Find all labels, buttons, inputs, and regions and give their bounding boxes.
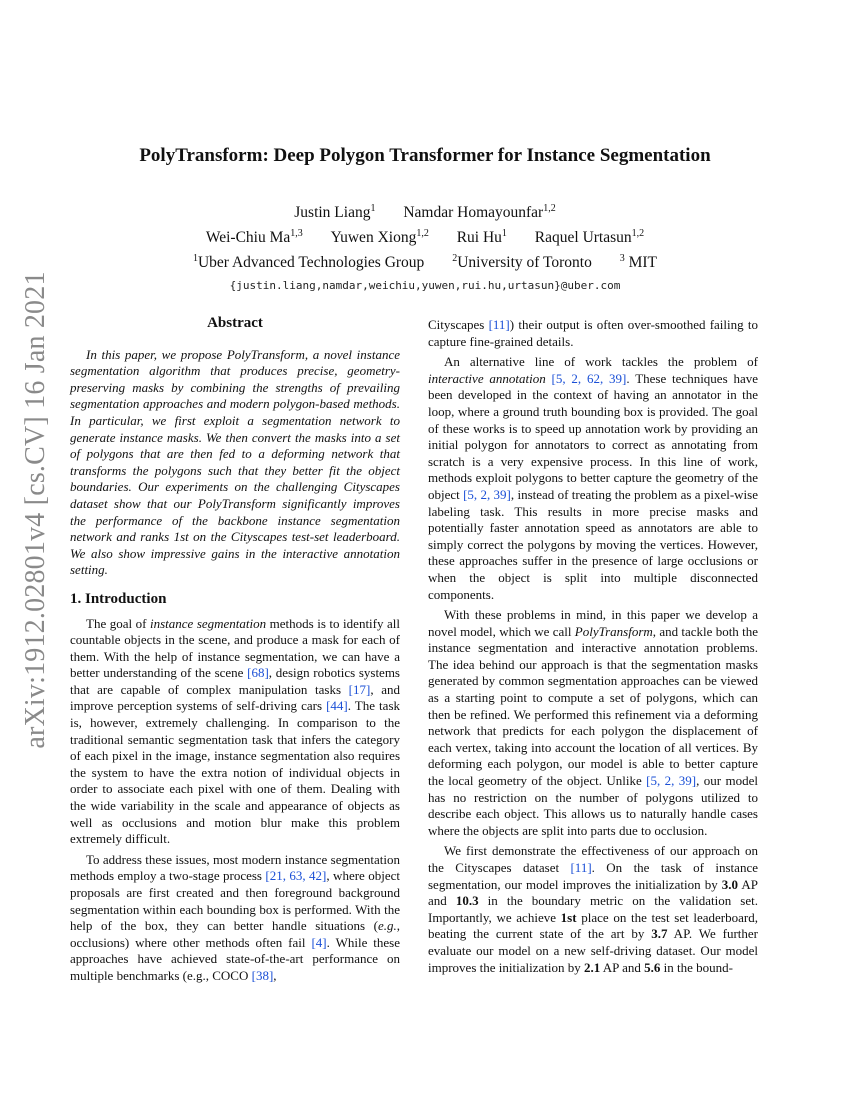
abstract-text: In this paper, we propose PolyTransform, a novel instance segmentation algorithm that produces precise, geometry-preserving masks by combining the strengths of prevailing segmentation approaches and modern polygon-based methods. In particular, we first exploit a segmentation network to generate instance masks. We then convert the masks into a set of polygons that are then fed to a deforming network that transforms the polygons such that they better fit the object boundaries. Our experiments on the challenging Cityscapes dataset show that our PolyTransform significantly improves the performance of the backbone instance segmentation network and ranks 1st on the Cityscapes test-set leaderboard. We also show impressive gains in the interactive annotation setting. bbox=[70, 346, 400, 578]
text-run: in the bound- bbox=[660, 959, 733, 975]
emphasis-text: PolyTransform bbox=[574, 623, 653, 639]
intro-paragraph bbox=[70, 852, 400, 985]
text-run: . On the task of instance segmentation, our model improves the initialization by bbox=[428, 860, 758, 892]
text-run: AP. We further evaluate our model on a new self-driving dataset. Our model improves the initialization by bbox=[428, 926, 759, 975]
author-line-1 bbox=[0, 198, 850, 223]
text-run: , occlusions) where other methods often fail bbox=[70, 918, 400, 950]
abstract-heading: Abstract bbox=[207, 315, 263, 331]
author: Wei-Chiu Ma$^{1,3}$ bbox=[205, 228, 303, 247]
text-run: , and improve perception systems of self-driving cars bbox=[70, 681, 400, 714]
text-run: in the boundary metric on the validation set. Importantly, we achieve bbox=[428, 893, 758, 925]
text-run: . These techniques have been developed in the context of having an annotator in the loop, where a ground truth bounding box is provided. The goal of these works is to speed up annotation work by providing an initial polygon for annotators to correct as annotating from scratch is a very expensive process. In this line of work, methods exploit polygons to better capture the geometry of the object bbox=[428, 370, 758, 502]
text-run: ) their output is often over-smoothed failing to capture fine-grained details. bbox=[428, 317, 758, 349]
emphasis-text: interactive annotation bbox=[428, 370, 546, 386]
text-run: We first demonstrate the effectiveness of our approach on the Cityscapes dataset bbox=[428, 843, 758, 875]
citation-link[interactable]: [17] bbox=[348, 681, 371, 697]
intro-paragraph bbox=[428, 317, 758, 350]
citation-link[interactable]: [21, 63, 42] bbox=[265, 868, 327, 884]
affiliation: $^1$Uber Advanced Technologies Group bbox=[192, 253, 425, 272]
citation-link[interactable]: [4] bbox=[311, 934, 327, 950]
citation-link[interactable]: [11] bbox=[570, 860, 592, 875]
left-column bbox=[70, 315, 400, 989]
intro-paragraph bbox=[428, 607, 758, 839]
text-run: AP and bbox=[428, 876, 758, 909]
author-block bbox=[0, 198, 850, 296]
arxiv-identifier-text: arXiv:1912.02801v4 [cs.CV] 16 Jan 2021 bbox=[20, 271, 51, 749]
affiliation: $^2$University of Toronto bbox=[452, 253, 592, 272]
text-run: , our model has no restriction on the number of polygons utilized to describe each object. This allows us to naturally handle cases where the objects are split into parts due to occlusion. bbox=[428, 773, 758, 838]
bold-value: 3.0 bbox=[721, 876, 739, 892]
citation-link[interactable]: [5, 2, 62, 39] bbox=[551, 370, 627, 386]
text-run: , design robotics systems that are capable of complex manipulation tasks bbox=[70, 665, 400, 697]
text-run: Cityscapes bbox=[428, 317, 489, 332]
intro-heading: 1. Introduction bbox=[70, 590, 167, 607]
emphasis-text: instance segmentation bbox=[149, 615, 267, 631]
citation-link[interactable]: [68] bbox=[247, 665, 269, 681]
text-run: To address these issues, most modern instance segmentation methods employ a two-stage process bbox=[70, 851, 400, 884]
bold-value: 5.6 bbox=[644, 959, 661, 975]
citation-link[interactable]: [5, 2, 39] bbox=[646, 773, 697, 789]
citation-link[interactable]: [5, 2, 39] bbox=[463, 486, 511, 502]
author: Justin Liang$^1$ bbox=[294, 203, 376, 222]
bold-value: 1st bbox=[560, 909, 577, 925]
author: Raquel Urtasun$^{1,2}$ bbox=[534, 228, 645, 247]
citation-link[interactable]: [38] bbox=[251, 967, 274, 983]
author-line-2 bbox=[0, 223, 850, 248]
bold-value: 3.7 bbox=[651, 926, 668, 942]
text-run: , bbox=[273, 967, 277, 983]
right-column bbox=[428, 317, 758, 980]
bold-value: 10.3 bbox=[455, 893, 479, 909]
text-run: The goal of bbox=[86, 615, 150, 631]
text-run: , instead of treating the problem as a pixel-wise labeling task. This results in more precise masks and potentially faster annotation speed as annotators are able to simply correct the polygons by moving the vertices. However, these approaches suffer in the presence of large occlusions or when the object is split into multiple disconnected components. bbox=[428, 486, 758, 602]
text-run: . The task is, however, extremely challenging. In comparison to the traditional semantic segmentation task that infers the category of each pixel in the image, instance segmentation also requires the system to have the extra notion of individual objects in order to associate each pixel with one of them. Dealing with the wide variability in the scale and appearance of objects as well as occlusions and motion blur make this problem extremely difficult. bbox=[70, 698, 400, 847]
text-run: An alternative line of work tackles the problem of bbox=[444, 354, 758, 370]
text-run: , and tackle both the instance segmentation and interactive annotation problems. The idea behind our approach is that the segmentation masks generated by common segmentation approaches can be viewed as a starting point to compute a set of polygons, which can then be refined. We performed this refinement via a deforming network that predicts for each polygon the displacement of each vertex, taking into account the location of all vertices. By deforming each polygon, our model is able to better capture the local geometry of the object. Unlike bbox=[428, 623, 758, 789]
affiliation: $^3$ MIT bbox=[619, 253, 658, 272]
author-emails: {justin.liang,namdar,weichiu,yuwen,rui.hu,urtasun}@uber.com bbox=[229, 279, 621, 293]
intro-paragraph bbox=[428, 843, 758, 976]
paper-title: PolyTransform: Deep Polygon Transformer for Instance Segmentation bbox=[139, 145, 711, 166]
intro-paragraph bbox=[428, 354, 758, 603]
text-run: AP and bbox=[600, 959, 645, 975]
text-run: . While these approaches have achieved state-of-the-art performance on multiple benchmarks (e.g., COCO bbox=[70, 934, 400, 983]
emphasis-text: e.g. bbox=[377, 918, 397, 934]
arxiv-identifier bbox=[6, 230, 66, 790]
text-run: With these problems in mind, in this paper we develop a novel model, which we call bbox=[428, 607, 758, 639]
intro-paragraph bbox=[70, 616, 400, 848]
citation-link[interactable]: [11] bbox=[488, 317, 510, 332]
text-run: , where object proposals are first created and then foreground background segmentation within each bounding box is performed. With the help of the box, they can better handle situations ( bbox=[70, 868, 400, 934]
bold-value: 2.1 bbox=[583, 959, 601, 975]
author: Namdar Homayounfar$^{1,2}$ bbox=[403, 203, 556, 222]
citation-link[interactable]: [44] bbox=[326, 698, 348, 714]
author: Yuwen Xiong$^{1,2}$ bbox=[330, 228, 429, 247]
author: Rui Hu$^1$ bbox=[456, 228, 507, 247]
text-run: place on the test set leaderboard, beating the current state of the art by bbox=[428, 909, 758, 942]
affiliation-line bbox=[0, 248, 850, 273]
text-run: methods is to identify all countable objects in the scene, and produce a mask for each of them. With the help of instance segmentation, we can have a better understanding of the scene bbox=[70, 615, 401, 681]
